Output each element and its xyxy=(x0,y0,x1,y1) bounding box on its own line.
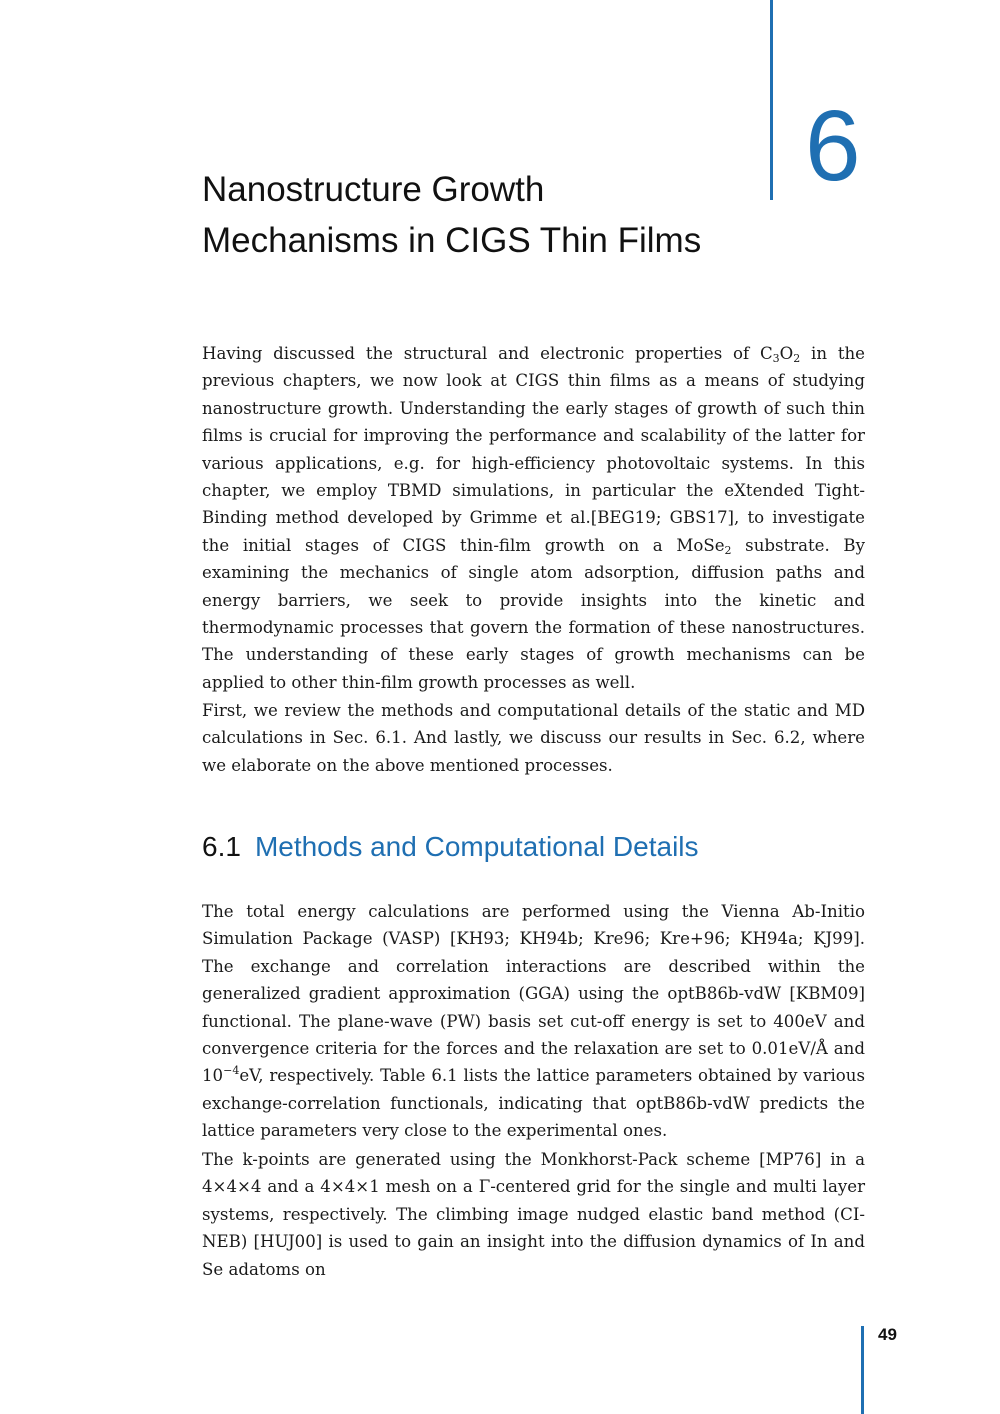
page-number: 49 xyxy=(878,1325,897,1344)
text-run: O xyxy=(779,344,794,363)
superscript: −4 xyxy=(223,1064,240,1078)
section-paragraph-2: The k-points are generated using the Monkhorst-Pack scheme [MP76] in a 4×4×4 and a 4×4×1 mesh on a Γ-centered grid for the single and multi layer systems, respectively. The climbing image nudged elastic band method (CI-NEB) [HUJ00] is used to gain an insight into the diffusion dynamics of In and Se adatoms on xyxy=(202,1150,865,1279)
section-paragraph-1 xyxy=(202,898,865,1145)
section-title: Methods and Computational Details xyxy=(254,831,699,862)
subscript: 3 xyxy=(772,352,780,365)
chapter-title-line-1: Nanostructure Growth xyxy=(202,170,545,209)
section-heading xyxy=(202,829,699,865)
intro-paragraph-1 xyxy=(202,340,865,696)
subscript: 2 xyxy=(793,352,801,365)
subscript: 2 xyxy=(724,543,732,557)
footer-accent-rule xyxy=(861,1326,864,1414)
section-number: 6.1 xyxy=(202,831,241,862)
chapter-accent-rule xyxy=(770,0,773,200)
text-run: The total energy calculations are performed using the Vienna Ab-Initio Simulation Package (VASP) [KH93; KH94b; Kre96; Kre+96; KH94a; KJ99]. The exchange and correlation interactions are described within the generalized gradient approximation (GGA) using the optB86b-vdW [KBM09] functional. The plane-wave (PW) basis set cut-off energy is set to 400eV and convergence criteria for the forces and the relaxation are set to 0.01eV/Å and 10 xyxy=(202,902,865,1086)
chapter-number: 6 xyxy=(805,90,861,202)
chapter-title xyxy=(202,164,762,266)
intro-paragraph-2: First, we review the methods and computational details of the static and MD calculations in Sec. 6.1. And lastly, we discuss our results in Sec. 6.2, where we elaborate on the above mentioned processes. xyxy=(202,701,865,775)
text-run: substrate. By examining the mechanics of single atom adsorption, diffusion paths and energy barriers, we seek to provide insights into the kinetic and thermodynamic processes that govern the formation of these nanostructures. The understanding of these early stages of growth mechanisms can be applied to other thin-film growth processes as well. xyxy=(202,535,865,692)
text-run: Having discussed the structural and electronic properties of C xyxy=(202,344,773,363)
chapter-title-line-2: Mechanisms in CIGS Thin Films xyxy=(202,221,702,260)
text-run: eV, respectively. Table 6.1 lists the lattice parameters obtained by various exchange-correlation functionals, indicating that optB86b-vdW predicts the lattice parameters very close to the experimental ones. xyxy=(202,1066,865,1141)
text-run: in the previous chapters, we now look at CIGS thin films as a means of studying nanostructure growth. Understanding the early stages of growth of such thin films is crucial for improving the performance and scalability of the latter for various applications, e.g. for high-efficiency photovoltaic systems. In this chapter, we employ TBMD simulations, in particular the eXtended Tight-Binding method developed by Grimme et al.[BEG19; GBS17], to investigate the initial stages of CIGS thin-film growth on a MoSe xyxy=(202,344,865,555)
